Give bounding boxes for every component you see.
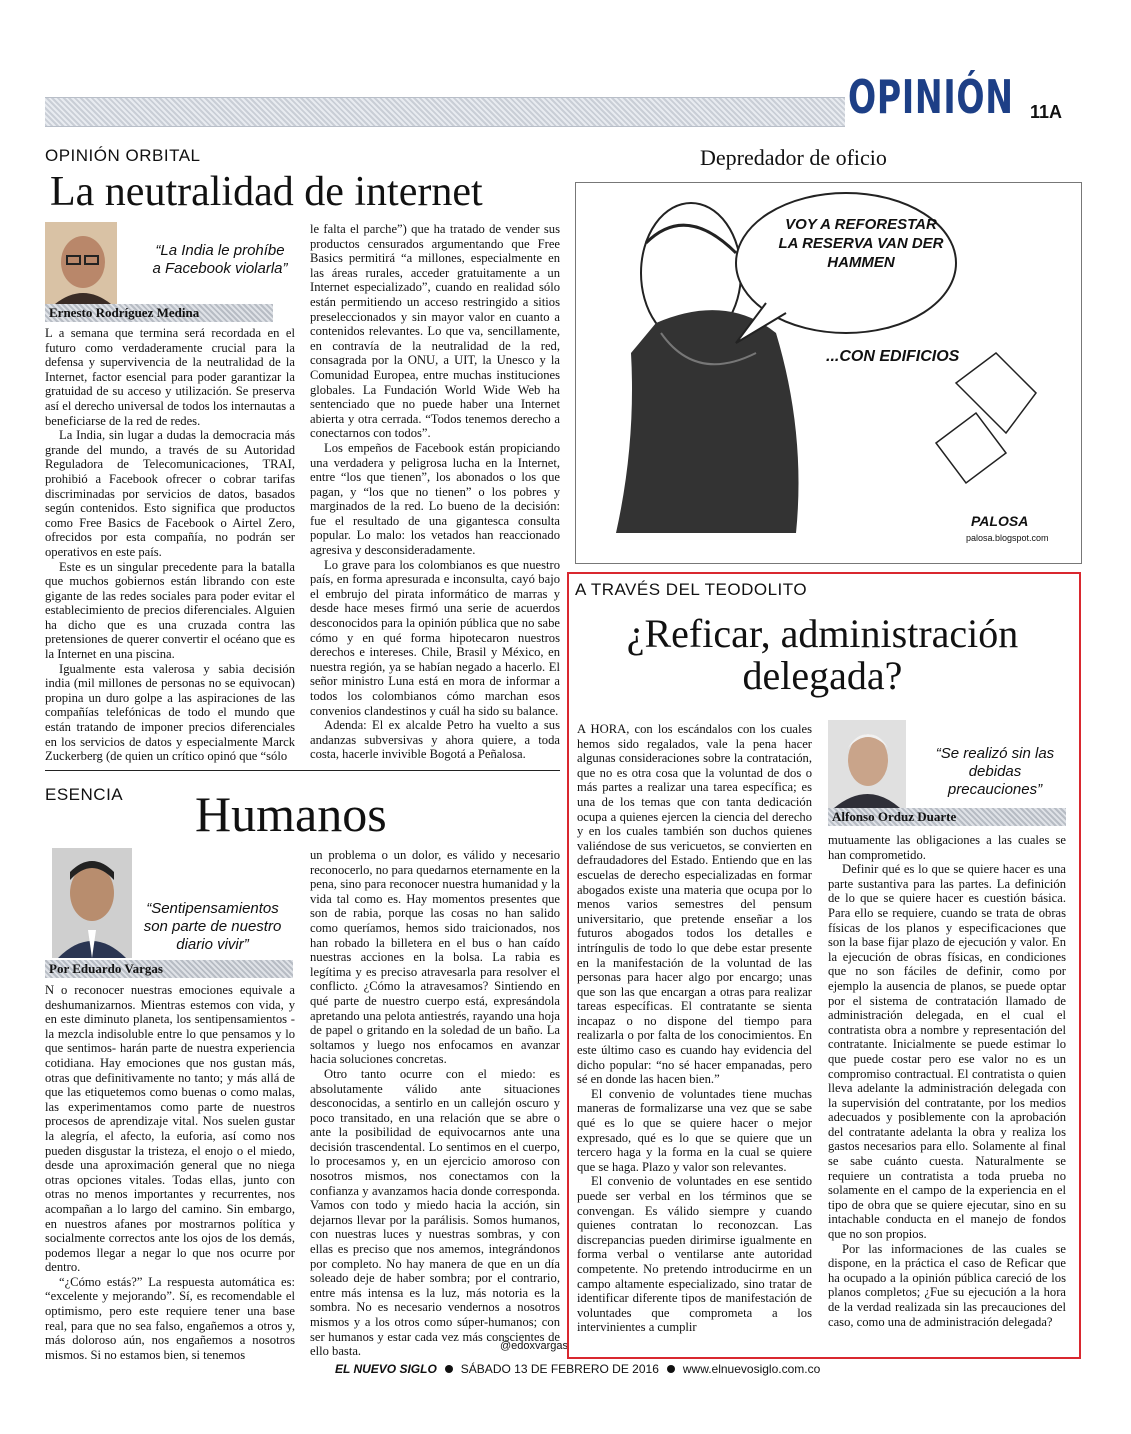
author-handle: @edoxvargas — [500, 1340, 569, 1352]
paragraph: Otro tanto ocurre con el miedo: es absolutamente válido ante situaciones desconocidas, a sentirlo en un callejón oscuro y poco transitado, en una relación que se abre o ante la posibilidad de equivocarnos ante una decisión trascendental. Lo sentimos en el cuerpo, lo procesamos y, en un ejercicio amoroso con nosotros mismos, nos conectamos con la confianza y avanzamos hacia donde corresponda. Vamos con todo y miedo hacia la acción, sin dejarnos llevar por la parálisis. Somos humanos, con nuestras luces y nuestras sombras, y con ellas es preciso que nos amemos, integrándonos por completo. No hay manera de que en un día soleado deje de haber sombra; por el contrario, entre más intensa es la luz, más notoria es la sombra. No es necesario vendernos a nosotros mismos y a los otros como súper-humanos; con ser humanos y estar cada vez más conscientes de ello basta. — [310, 1066, 560, 1359]
article1-quote: “La India le prohíbe a Facebook violarla” — [152, 242, 288, 277]
article2-title: Humanos — [195, 786, 387, 842]
bullet-icon — [445, 1365, 453, 1373]
article3-kicker: A TRAVÉS DEL TEODOLITO — [575, 580, 808, 599]
cartoon-blog: palosa.blogspot.com — [966, 533, 1049, 543]
article1-byline: Ernesto Rodríguez Medina — [45, 304, 273, 322]
paragraph: Definir qué es lo que se quiere hacer es una parte sustantiva para las partes. La definición de lo que se quiere hacer es cuestión básica. Para ello se requiere, cuando se trata de obras físicas de los planos y especificaciones que son la base fijar plazo de ejecución y valor. En la ejecución de obras físicas, en condiciones que no son fáciles de definir, como por ejemplo la ausencia de planos, se puede optar por el sistema de contratación llamado de administración delegada, en el cual el contratista obra a nombre y representación del contratante. Inicialmente se puede estimar lo que puede costar pero ese valor no es un compromiso contractual. El contratista o quien lleva adelante la administración delegada con la supervisión del contratante, por los medios adecuados y posiblemente con la aprobación del contratante adelanta la obra y realiza los gastos necesarios para ello. Solamente al final se sabe cuánto cuesta. Naturalmente se requiere un contratista a toda prueba no solamente en el campo de la experiencia en el tipo de obra que se quiere ejecutar, sino en su intachable conducta en el manejo de fondos que no son propios. — [828, 862, 1066, 1242]
cartoon-panel — [575, 182, 1082, 564]
cartoon-title: Depredador de oficio — [700, 145, 887, 170]
masthead-band — [45, 97, 845, 127]
footer — [335, 1362, 820, 1376]
article3-title-line1: ¿Reficar, administración — [626, 611, 1019, 656]
paragraph: un problema o un dolor, es válido y necesario reconocerlo, no para quedarnos eternamente en la pena, sino para reconocer nuestra humanidad y la vida tal como es. Hay momentos presentes que son de rabia, porque las cosas no han salido como queríamos, hemos sido traicionados, nos han robado la billetera en el bus o han caído nuestras acciones en la bolsa. La rabia es legítima y es preciso atravesarla para resolver el conflicto. ¿Cómo la atravesamos? Sintiendo en qué parte de nuestro cuerpo está, expresándola apretando una pelota antiestrés, rayando una hoja de papel o gritando en la soledad de un baño. La soltamos y luego nos enfocamos en avanzar hacia soluciones concretas. — [310, 848, 560, 1067]
bullet-icon — [667, 1365, 675, 1373]
paragraph: El convenio de voluntades en ese sentido puede ser verbal en los términos que se convengan. Es válido siempre y cuando quienes contratan lo reconozcan. Las discrepancias pueden dirimirse igualmente en forma verbal o ventilarse ante autoridad competente. No pretendo introducirme en un campo altamente especializado, sino tratar de identificar diferente tipos de manifestación de voluntades que comprometa a los intervinientes a cumplir — [577, 1174, 812, 1335]
paragraph: Por las informaciones de las cuales se dispone, en la práctica el caso de Reficar que ha ocupado a la opinión pública careció de los planos completos; ¿Fue su ejecución a la hora de la verdad realizada sin las precauciones del caso, como una de administración delegada? — [828, 1241, 1066, 1329]
article3-title-line2: delegada? — [742, 653, 903, 698]
paragraph: El convenio de voluntades tiene muchas maneras de formalizarse una vez que se sabe qué es lo que se quiere hacer o mejor expresado, qué es lo que se quiere que un tercero haga y la forma en la cual se quiere que se haga. Plazo y valor son relevantes. — [577, 1086, 812, 1174]
paragraph: A HORA, con los escándalos con los cuales hemos sido regalados, vale la pena hacer algunas consideraciones sobre la contratación, que no es otra cosa que la voluntad de dos o más partes a realizar una tarea específica; es una de los temas que con tanta dedicación ocupa a quienes ejercen la ciencia del derecho y en los cuales también son duchos quienes valiéndose de sus vericuetos, se convierten en defraudadores del Estado. Entiendo que en las escuelas de derecho especializadas en formar abogados existe una materia que ocupa por lo menos varios semestres del pensum universitario, que pretende enseñar a los futuros abogados todos los detalles e intríngulis de todo lo que debe estar presente en la manifestación de la voluntad de las personas para hacer algo por encargo; unas que son las que encargan a otras para realizar tareas específicas. El contratante se sienta incapaz o no dispone del tiempo para realizarla o por falta de los conocimientos. En este último caso es cuando hay evidencia del dicho popular: “no sé hacer empanadas, pero sé en donde las hacen bien.” — [577, 722, 812, 1087]
author-photo — [45, 222, 117, 304]
paragraph: Lo grave para los colombianos es que nuestro país, en forma apresurada e inconsulta, cayó bajo el embrujo del pirata informático de marras y desde hace meses firmó una serie de acuerdos desconocidos para la opinión pública que no sabe cómo y en qué forma hipotecaron nuestros derechos e intereses. Chile, Brasil y México, en nuestra región, ya se habían negado a hacerlo. El señor ministro Luna está en mora de informar a todos los colombianos cómo marchan esos convenios clandestinos y cuál ha sido su balance. — [310, 557, 560, 718]
author-photo — [52, 848, 132, 958]
section-title: OPINIÓN — [848, 70, 1014, 124]
paragraph: Igualmente esta valerosa y sabia decisión india (mil millones de personas no se equivocan) propina un duro golpe a las aspiraciones de las compañías telefónicas de todo el mundo que están tratando de imponer precios diferenciales en los servicios de datos y especialmente Marck Zuckerberg (de quien un crítico opinó que “sólo — [45, 661, 295, 764]
paragraph: le falta el parche”) que ha tratado de vender sus productos censurados argumentando que Free Basics permitirá “a millones, especialmente en las áreas rurales, acceder gratuitamente a un Internet especializado”, cuando en realidad sólo están permitiendo un acceso restringido a sitios preseleccionados y sin mayor valor en cuanto a contenidos relevantes. Lo que va, sencillamente, en contravía de la neutralidad de la red, consagrada por la ONU, a UIT, la Unesco y la Comunidad Europea, entre muchas instituciones globales. La Fundación World Wide Web ha sentenciado que no puede haber una Internet abierta y otra cerrada. “Todos tenemos derecho a conectarnos con todos”. — [310, 222, 560, 441]
divider — [45, 770, 560, 771]
article3-quote: “Se realizó sin las debidas precauciones” — [935, 745, 1055, 798]
paragraph: “¿Cómo estás?” La respuesta automática es: “excelente y mejorando”. Sí, es recomendable el optimismo, pero este requiere tener una base real, para que no sea falso, engañemos a otros y, más doloroso aún, nos engañemos a nosotros mismos. Si no estamos bien, si tenemos — [45, 1274, 295, 1362]
cartoon-speech-2: ...CON EDIFICIOS — [826, 348, 960, 365]
paragraph: Los empeños de Facebook están propiciando una verdadera y peligrosa lucha en la Internet, entre “los que tienen”, los abonados o los que pagan, y “los que no tienen” o los pobres y marginados de la red. Lo bueno de la decisión: fue el resultado de una gigantesca consulta popular. Lo malo: los vetados han reaccionado agresiva y desconsideradamente. — [310, 440, 560, 558]
article2-column-1 — [45, 983, 295, 1362]
footer-paper: EL NUEVO SIGLO — [335, 1362, 437, 1376]
article1-column-1 — [45, 326, 295, 766]
page-number: 11A — [1030, 102, 1063, 122]
footer-date: SÁBADO 13 DE FEBRERO DE 2016 — [460, 1362, 659, 1376]
paragraph: La India, sin lugar a dudas la democracia más grande del mundo, a través de su Autoridad Reguladora de Telecomunicaciones, TRAI, prohibió a Facebook ofrecer o cobrar tarifas discriminadas por servicios de datos, basados según contenidos. Esto significa que productos como Free Basics de Facebook o Airtel Zero, ofrecidos por esta compañía, no podrán ser operativos en este país. — [45, 428, 295, 559]
article2-byline: Por Eduardo Vargas — [45, 960, 293, 978]
cartoon-signature: PALOSA — [971, 513, 1029, 529]
article1-kicker: OPINIÓN ORBITAL — [45, 146, 201, 165]
article3-title — [575, 613, 1070, 697]
paragraph: Adenda: El ex alcalde Petro ha vuelto a sus andanzas subversivas y ahora quiere, a toda costa, hacerle invivible Bogotá a Peñalosa. — [310, 718, 560, 762]
author-photo — [828, 720, 906, 808]
article1-title: La neutralidad de internet — [50, 169, 483, 215]
paragraph: Este es un singular precedente para la batalla que muchos gobiernos están librando con este gigante de las redes sociales para poder evitar el establecimiento de precios diferenciales. Alguien ha dicho que es una cruzada contra las pretensiones de querer convertir el océano que es la Internet en una piscina. — [45, 559, 295, 662]
article2-kicker: ESENCIA — [45, 785, 124, 804]
cartoon-speech: VOY A REFORESTAR LA RESERVA VAN DER HAMMEN — [778, 216, 944, 271]
article2-quote: “Sentipensamientos son parte de nuestro diario vivir” — [143, 900, 282, 953]
article1-column-2 — [310, 222, 560, 766]
article3-byline: Alfonso Orduz Duarte — [828, 808, 1066, 826]
paragraph: N o reconocer nuestras emociones equivale a deshumanizarnos. Mientras estemos con vida, y en este diminuto planeta, los sentipensamientos -la mezcla indisoluble entre lo que pensamos y lo que sentimos- harán parte de nuestra experiencia cotidiana. Hay emociones que nos gustan más, otras que definitivamente no tanto; y más allá de que las etiquetemos como buenas o como malas, las experimentamos como parte de nuestros procesos de aprendizaje vital. Nos suelen gustar la alegría, el afecto, la euforia, así como nos pueden disgustar la tristeza, el enojo o el miedo, desde una aproximación general que no niega otras opciones vitales. Todas ellas, junto con otras no menos importantes y recurrentes, nos acompañan a lo largo del camino. Sin embargo, en nuestros afanes por mostrarnos política y socialmente correctos ante los ojos de los demás, podemos llegar a negar lo que nos ocurre por dentro. — [45, 983, 295, 1275]
paragraph: L a semana que termina será recordada en el futuro como verdaderamente crucial para la defensa y supervivencia de la neutralidad de la Internet, factor esencial para poder garantizar la gratuidad de su acceso y utilización. Se preserva así el derecho universal de todos los internautas a beneficiarse de la red de redes. — [45, 326, 295, 428]
paragraph: mutuamente las obligaciones a las cuales se han comprometido. — [828, 833, 1066, 862]
article3-column-2 — [828, 833, 1066, 1353]
footer-site[interactable]: www.elnuevosiglo.com.co — [682, 1362, 821, 1376]
article3-column-1 — [577, 722, 812, 1352]
